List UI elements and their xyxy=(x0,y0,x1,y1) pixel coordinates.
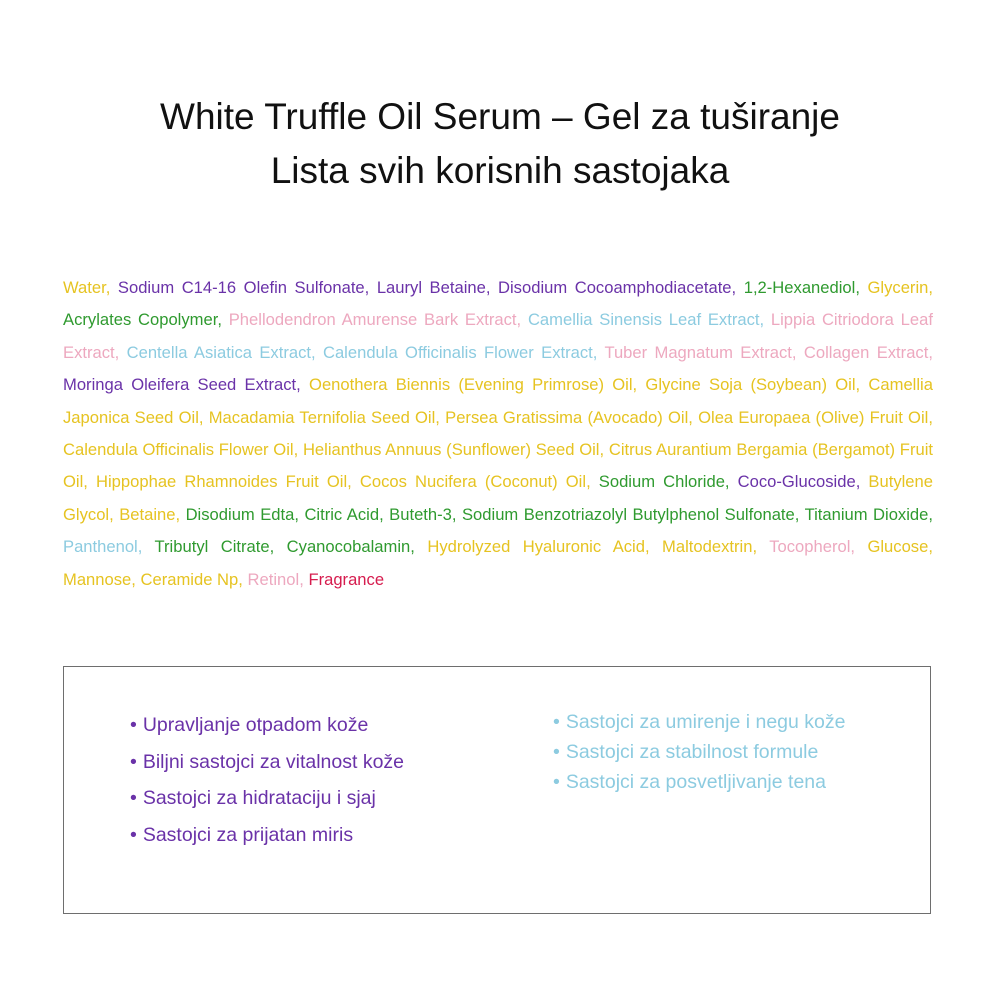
legend-label: Sastojci za stabilnost formule xyxy=(565,741,819,763)
ingredient-separator: , xyxy=(485,278,491,297)
ingredient-item: Maltodextrin xyxy=(662,537,753,557)
ingredient-item: Butylene Glycol xyxy=(63,472,933,524)
ingredient-separator: , xyxy=(294,504,299,524)
ingredient-separator: , xyxy=(759,310,765,330)
ingredient-item: Glucose xyxy=(867,537,929,557)
ingredient-item: Phellodendron Amurense Bark Extract xyxy=(228,310,517,330)
ingredient-separator: , xyxy=(928,342,933,362)
ingredient-item: Collagen Extract xyxy=(803,342,929,362)
ingredient-separator: , xyxy=(109,504,114,524)
ingredient-separator: , xyxy=(131,569,136,589)
ingredient-separator: , xyxy=(586,472,591,492)
ingredient-item: Sodium C14-16 Olefin Sulfonate xyxy=(117,278,365,297)
page-title xyxy=(0,90,1000,198)
ingredient-separator: , xyxy=(632,375,638,395)
ingredient-separator: , xyxy=(791,342,797,362)
title-line-2: Lista svih korisnih sastojaka xyxy=(270,150,730,191)
ingredient-separator: , xyxy=(175,504,181,524)
ingredient-separator: , xyxy=(269,537,275,557)
ingredient-item: Panthenol xyxy=(63,537,138,557)
legend-item xyxy=(130,817,404,854)
ingredient-item: Calendula Officinalis Flower Extract xyxy=(322,342,593,362)
legend-item xyxy=(130,744,404,781)
ingredient-item: Fragrance xyxy=(308,569,385,589)
legend-bullet: • xyxy=(130,787,137,809)
ingredient-separator: , xyxy=(238,569,243,589)
ingredient-item: Glycine Soja (Soybean) Oil xyxy=(645,375,856,395)
legend-column-right xyxy=(553,707,845,797)
ingredient-item: Water xyxy=(63,278,106,297)
ingredient-separator: , xyxy=(592,342,598,362)
ingredient-item: Macadamia Ternifolia Seed Oil xyxy=(208,407,436,427)
legend-label: Biljni sastojci za vitalnost kože xyxy=(142,750,405,773)
ingredient-separator: , xyxy=(928,278,933,297)
ingredient-separator: , xyxy=(137,537,143,557)
ingredient-item: Titanium Dioxide xyxy=(804,504,929,524)
ingredient-separator: , xyxy=(855,472,861,492)
ingredient-item: Betaine xyxy=(119,504,176,524)
ingredient-separator: , xyxy=(105,278,111,297)
ingredient-separator: , xyxy=(451,504,457,524)
legend-bullet: • xyxy=(553,741,560,763)
ingredient-item: Centella Asiatica Extract xyxy=(126,342,311,362)
ingredient-item: Oenothera Biennis (Evening Primrose) Oil xyxy=(309,375,633,395)
ingredient-separator: , xyxy=(217,310,222,330)
legend-item xyxy=(553,707,845,737)
legend-label: Sastojci za umirenje i negu kože xyxy=(565,711,846,733)
title-line-1: White Truffle Oil Serum – Gel za tuširanje xyxy=(160,96,840,137)
ingredient-item: Helianthus Annuus (Sunflower) Seed Oil xyxy=(302,440,600,460)
ingredient-separator: , xyxy=(928,504,933,524)
ingredient-item: Tuber Magnatum Extract xyxy=(604,342,792,362)
ingredient-item: Sodium Benzotriazolyl Butylphenol Sulfonate xyxy=(461,504,795,524)
ingredient-separator: , xyxy=(83,472,88,492)
ingredient-separator: , xyxy=(296,375,301,395)
ingredient-item: Lauryl Betaine xyxy=(376,278,486,297)
ingredient-separator: , xyxy=(724,472,730,492)
ingredient-item: Disodium Edta xyxy=(185,504,295,524)
legend-item xyxy=(553,767,845,797)
ingredient-item: Buteth-3 xyxy=(389,504,452,524)
ingredient-item: Hippophae Rhamnoides Fruit Oil xyxy=(96,472,348,492)
legend-item xyxy=(553,737,845,767)
legend-bullet: • xyxy=(130,714,137,736)
ingredient-item: Hydrolyzed Hyaluronic Acid xyxy=(427,537,645,557)
ingredient-item: 1,2-Hexanediol xyxy=(743,278,856,297)
ingredient-item: Calendula Officinalis Flower Oil xyxy=(63,440,294,460)
legend-bullet: • xyxy=(553,771,560,793)
ingredient-separator: , xyxy=(311,342,316,362)
ingredient-item: Acrylates Copolymer xyxy=(63,310,218,330)
ingredient-separator: , xyxy=(731,278,737,297)
ingredient-item: Mannose xyxy=(63,569,132,589)
legend-box xyxy=(63,666,931,914)
ingredient-item: Tributyl Citrate xyxy=(154,537,270,557)
ingredient-separator: , xyxy=(299,569,304,589)
ingredient-separator: , xyxy=(364,278,370,297)
ingredient-separator: , xyxy=(855,278,860,297)
legend-bullet: • xyxy=(130,823,137,846)
ingredient-separator: , xyxy=(435,407,440,427)
ingredient-separator: , xyxy=(850,537,856,557)
ingredient-item: Citrus Aurantium Bergamia (Bergamot) Fruit Oil xyxy=(63,440,933,492)
legend-column-left xyxy=(130,707,404,853)
ingredient-separator: , xyxy=(644,537,650,557)
legend-item xyxy=(130,707,404,744)
ingredient-item: Sodium Chloride xyxy=(598,472,725,492)
legend-label: Sastojci za hidrataciju i sjaj xyxy=(142,787,376,809)
ingredient-separator: , xyxy=(410,537,415,557)
ingredient-item: Ceramide Np xyxy=(140,569,239,589)
legend-bullet: • xyxy=(130,750,137,773)
ingredient-item: Tocopherol xyxy=(769,537,851,557)
legend-label: Sastojci za posvetljivanje tena xyxy=(565,771,826,793)
legend-bullet: • xyxy=(553,711,560,733)
ingredient-separator: , xyxy=(516,310,522,330)
ingredient-item: Coco-Glucoside xyxy=(737,472,856,492)
legend-label: Sastojci za prijatan miris xyxy=(142,823,354,846)
ingredient-separator: , xyxy=(752,537,758,557)
ingredient-separator: , xyxy=(379,504,384,524)
ingredient-item: Citric Acid xyxy=(304,504,380,524)
ingredient-separator: , xyxy=(794,504,800,524)
legend-label: Upravljanje otpadom kože xyxy=(142,714,369,736)
ingredient-item: Retinol xyxy=(247,569,300,589)
ingredient-item: Cyanocobalamin xyxy=(286,537,411,557)
ingredient-separator: , xyxy=(928,407,933,427)
ingredient-separator: , xyxy=(688,407,693,427)
ingredient-separator: , xyxy=(198,407,204,427)
ingredient-item: Disodium Cocoamphodiacetate xyxy=(498,278,732,297)
ingredient-separator: , xyxy=(293,440,299,460)
ingredient-item: Glycerin xyxy=(867,278,929,297)
ingredient-item: Persea Gratissima (Avocado) Oil xyxy=(445,407,689,427)
ingredient-separator: , xyxy=(114,342,120,362)
ingredient-item: Moringa Oleifera Seed Extract xyxy=(63,375,297,395)
ingredient-item: Camellia Japonica Seed Oil xyxy=(63,375,933,427)
ingredient-item: Camellia Sinensis Leaf Extract xyxy=(527,310,760,330)
ingredient-item: Lippia Citriodora Leaf Extract xyxy=(63,310,933,362)
ingredient-item: Cocos Nucifera (Coconut) Oil xyxy=(359,472,587,492)
ingredient-item: Olea Europaea (Olive) Fruit Oil xyxy=(698,407,929,427)
ingredient-separator: , xyxy=(928,537,933,557)
ingredient-separator: , xyxy=(855,375,861,395)
ingredient-separator: , xyxy=(599,440,605,460)
legend-item xyxy=(130,780,404,817)
ingredient-list xyxy=(63,272,933,596)
ingredient-separator: , xyxy=(347,472,352,492)
